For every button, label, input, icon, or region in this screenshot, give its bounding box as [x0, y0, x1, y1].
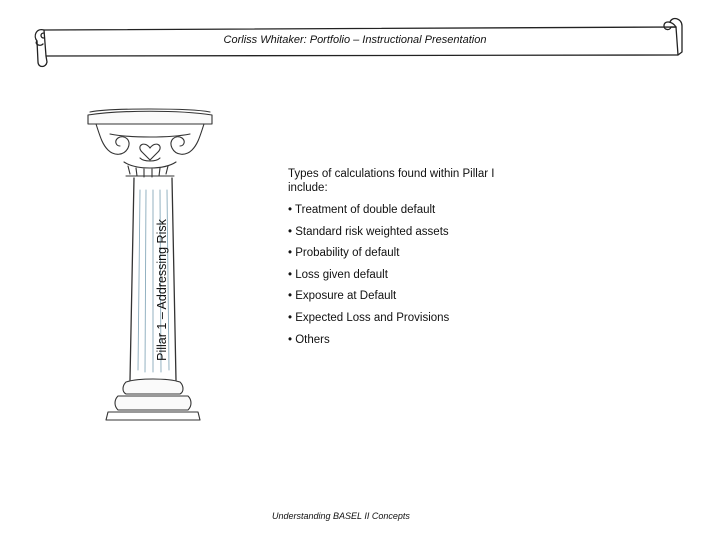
ionic-pillar-illustration	[80, 100, 220, 430]
bullet-marker: •	[288, 311, 293, 324]
list-item	[288, 246, 449, 268]
list-item	[288, 289, 449, 311]
bullet-text: Exposure at Default	[295, 290, 397, 303]
bullet-marker: •	[288, 268, 293, 281]
bullet-text: Expected Loss and Provisions	[295, 311, 450, 324]
bullet-text: Treatment of double default	[295, 204, 436, 216]
footer-text: Understanding BASEL II Concepts	[272, 511, 410, 521]
bullet-marker: •	[288, 333, 293, 346]
bullet-marker: •	[288, 290, 293, 303]
list-item	[288, 268, 449, 290]
list-item	[288, 333, 449, 355]
bullet-marker: •	[288, 247, 293, 260]
list-item	[288, 311, 449, 333]
bullet-list	[288, 203, 449, 354]
bullet-marker: •	[288, 225, 293, 238]
bullet-text: Others	[295, 333, 330, 346]
bullet-marker: •	[288, 204, 293, 216]
header-title: Corliss Whitaker: Portfolio – Instructional Presentation	[223, 34, 487, 46]
list-item	[288, 225, 449, 247]
bullet-text: Loss given default	[295, 268, 388, 281]
bullet-text: Standard risk weighted assets	[295, 225, 449, 238]
bullet-text: Probability of default	[295, 247, 400, 260]
pillar-label: Pillar 1 – Addressing Risk	[155, 219, 169, 361]
intro-text: Types of calculations found within Pillar I include:	[288, 168, 495, 194]
list-item	[288, 203, 449, 225]
